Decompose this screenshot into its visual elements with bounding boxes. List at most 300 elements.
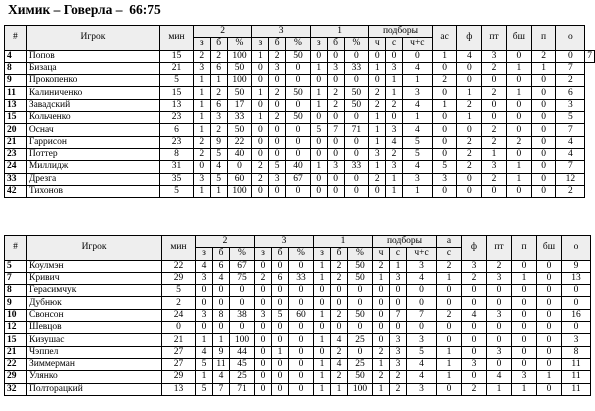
stat-cell: 0 <box>562 285 591 297</box>
stat-cell: 15 <box>160 87 194 99</box>
stat-cell: 2 <box>432 75 457 87</box>
col-player-header: Игрок <box>27 236 162 261</box>
stat-cell: 2 <box>331 260 348 272</box>
player-number: 12 <box>5 322 27 334</box>
player-number: 42 <box>5 185 27 197</box>
stat-cell: 50 <box>344 99 369 111</box>
stat-cell: 0 <box>457 75 482 87</box>
stat-cell: 0 <box>255 334 272 346</box>
table-row <box>5 185 595 197</box>
stat-cell: 0 <box>531 124 556 136</box>
stat-cell: 0 <box>289 334 314 346</box>
sub-header: б <box>327 38 344 50</box>
stat-cell: 5 <box>407 346 437 358</box>
stat-cell: 50 <box>286 112 311 124</box>
col-two-point-header: 2 <box>193 26 252 38</box>
stat-cell: 2 <box>210 124 227 136</box>
stat-cell: 1 <box>213 334 230 346</box>
stat-cell: 0 <box>462 297 487 309</box>
stat-cell: 1 <box>512 272 537 284</box>
stat-cell: 2 <box>269 87 286 99</box>
stat-cell: 0 <box>252 136 269 148</box>
stat-cell: 0 <box>432 62 457 74</box>
stat-cell: 0 <box>286 185 311 197</box>
stat-cell: 7 <box>327 124 344 136</box>
stat-cell: 33 <box>227 112 252 124</box>
stat-cell: 0 <box>344 136 369 148</box>
stat-cell: 0 <box>314 322 331 334</box>
sub-header: % <box>230 248 255 260</box>
stat-cell: 40 <box>227 148 252 160</box>
stat-cell: 0 <box>432 87 457 99</box>
stat-cell: 0 <box>272 334 289 346</box>
stat-cell: 2 <box>457 161 482 173</box>
stat-cell: 1 <box>193 99 210 111</box>
player-number: 15 <box>5 112 27 124</box>
stat-cell: 38 <box>230 309 255 321</box>
stat-cell: 0 <box>255 260 272 272</box>
sub-header: з <box>314 248 331 260</box>
stat-cell: 0 <box>227 161 252 173</box>
stat-cell: 6 <box>210 62 227 74</box>
stat-cell: 0 <box>230 297 255 309</box>
stat-cell: 0 <box>310 75 327 87</box>
stat-cell: 0 <box>562 297 591 309</box>
stat-cell: 4 <box>213 371 230 383</box>
stat-cell: 0 <box>331 285 348 297</box>
stat-cell: 100 <box>230 334 255 346</box>
stat-cell: 2 <box>373 346 390 358</box>
stat-cell: 13 <box>562 272 591 284</box>
stat-cell: 0 <box>327 173 344 185</box>
stat-cell: 0 <box>272 371 289 383</box>
stat-cell: 0 <box>386 112 403 124</box>
table-row <box>5 75 595 87</box>
table-row <box>5 297 591 309</box>
stat-cell: 1 <box>373 383 390 395</box>
stat-cell: 5 <box>402 148 432 160</box>
stat-cell: 6 <box>160 124 194 136</box>
stat-cell: 1 <box>373 358 390 370</box>
stat-cell: 0 <box>437 322 462 334</box>
stat-cell: 100 <box>227 185 252 197</box>
stat-cell: 0 <box>344 75 369 87</box>
stat-cell: 23 <box>160 112 194 124</box>
stat-cell: 6 <box>210 99 227 111</box>
stat-cell: 5 <box>272 309 289 321</box>
stat-cell: 2 <box>482 173 507 185</box>
stat-cell: 1 <box>506 62 531 74</box>
stat-cell: 1 <box>210 75 227 87</box>
stat-cell: 2 <box>373 371 390 383</box>
stat-cell: 0 <box>269 136 286 148</box>
stat-cell: 1 <box>386 185 403 197</box>
stat-cell: 0 <box>286 99 311 111</box>
stat-cell: 4 <box>487 371 512 383</box>
stat-cell: 0 <box>310 50 327 62</box>
stat-cell: 3 <box>556 99 585 111</box>
stat-cell: 0 <box>269 148 286 160</box>
stat-cell: 0 <box>531 185 556 197</box>
stat-cell: 1 <box>314 260 331 272</box>
stat-cell: 2 <box>556 185 585 197</box>
stat-cell: 0 <box>344 148 369 160</box>
stat-cell: 1 <box>193 185 210 197</box>
stat-cell: 50 <box>227 87 252 99</box>
table-row <box>5 99 595 111</box>
stat-cell: 3 <box>386 161 403 173</box>
table-row <box>5 148 595 160</box>
stat-cell: 0 <box>327 148 344 160</box>
stat-cell: 45 <box>230 358 255 370</box>
stat-cell: 0 <box>196 297 213 309</box>
player-number: 7 <box>5 272 27 284</box>
stat-cell: 35 <box>160 173 194 185</box>
player-name: Попов <box>26 50 159 62</box>
stat-cell: 2 <box>193 148 210 160</box>
table-row <box>5 161 595 173</box>
stat-cell: 0 <box>407 322 437 334</box>
stat-cell: 1 <box>373 272 390 284</box>
sub-header: % <box>344 38 369 50</box>
stat-cell: 3 <box>462 260 487 272</box>
stat-cell: 1 <box>369 124 386 136</box>
stat-cell: 3 <box>390 358 407 370</box>
stat-cell: 1 <box>537 371 562 383</box>
stat-cell: 3 <box>482 50 507 62</box>
sub-header: з <box>252 38 269 50</box>
stat-cell: 0 <box>531 148 556 160</box>
stat-cell: 2 <box>331 272 348 284</box>
stat-cell: 0 <box>457 62 482 74</box>
player-number: 13 <box>5 99 27 111</box>
stat-cell: 0 <box>432 185 457 197</box>
stat-cell: 0 <box>506 112 531 124</box>
stat-cell: 2 <box>210 87 227 99</box>
stat-cell: 0 <box>369 185 386 197</box>
stat-cell: 1 <box>331 383 348 395</box>
stat-cell: 0 <box>432 136 457 148</box>
sub-header: б <box>272 248 289 260</box>
stat-cell: 4 <box>213 272 230 284</box>
stat-cell: 2 <box>193 50 210 62</box>
table-row <box>5 371 591 383</box>
stat-cell: 2 <box>331 371 348 383</box>
stat-cell: 31 <box>160 161 194 173</box>
stat-cell: 5 <box>196 383 213 395</box>
stat-cell: 2 <box>369 99 386 111</box>
player-number: 4 <box>5 50 27 62</box>
col-turnovers-header: пт <box>482 26 507 51</box>
stat-cell: 2 <box>386 148 403 160</box>
stat-cell: 1 <box>314 334 331 346</box>
stat-cell: 2 <box>162 297 196 309</box>
stat-cell: 3 <box>390 334 407 346</box>
stat-cell: 0 <box>562 322 591 334</box>
stat-cell: 0 <box>482 75 507 87</box>
table-row <box>5 272 591 284</box>
stat-cell: 0 <box>344 173 369 185</box>
stat-cell: 5 <box>432 161 457 173</box>
player-number: 21 <box>5 346 27 358</box>
col-points-header: о <box>562 236 591 261</box>
stat-cell: 0 <box>462 334 487 346</box>
stat-cell: 0 <box>373 297 390 309</box>
stat-cell: 2 <box>457 148 482 160</box>
stat-cell: 0 <box>344 185 369 197</box>
stat-cell: 13 <box>162 383 196 395</box>
stat-cell: 4 <box>402 124 432 136</box>
stat-cell: 1 <box>437 346 462 358</box>
stat-cell: 0 <box>512 358 537 370</box>
stat-cell: 8 <box>213 309 230 321</box>
stat-cell: 33 <box>344 62 369 74</box>
stat-cell: 1 <box>310 161 327 173</box>
player-name: Полторацкий <box>27 383 162 395</box>
stat-cell: 1 <box>437 358 462 370</box>
stat-cell: 1 <box>193 112 210 124</box>
stat-cell: 0 <box>289 383 314 395</box>
stat-cell: 8 <box>160 148 194 160</box>
stat-cell: 0 <box>512 346 537 358</box>
player-number: 8 <box>5 285 27 297</box>
stat-cell: 2 <box>457 136 482 148</box>
stat-cell: 0 <box>310 173 327 185</box>
stat-cell: 3 <box>369 148 386 160</box>
stat-cell: 2 <box>373 260 390 272</box>
col-free-throw-header: 1 <box>314 236 373 248</box>
stat-cell: 1 <box>310 87 327 99</box>
stat-cell: 7 <box>407 309 437 321</box>
col-blocks-header: бш <box>506 26 531 51</box>
table-row <box>5 136 595 148</box>
stat-cell: 0 <box>556 50 585 62</box>
stat-cell: 0 <box>255 371 272 383</box>
stat-cell: 0 <box>289 346 314 358</box>
col-two-point-header: 2 <box>196 236 255 248</box>
stat-cell: 0 <box>373 309 390 321</box>
stat-cell: 0 <box>255 285 272 297</box>
stat-cell: 0 <box>537 260 562 272</box>
player-number: 5 <box>5 260 27 272</box>
stat-cell: 2 <box>255 272 272 284</box>
stat-cell: 0 <box>213 322 230 334</box>
table-row <box>5 124 595 136</box>
stat-cell: 3 <box>402 87 432 99</box>
stat-cell: 71 <box>344 124 369 136</box>
stat-cell: 4 <box>462 309 487 321</box>
stat-cell: 27 <box>162 346 196 358</box>
stat-cell: 2 <box>369 173 386 185</box>
stat-cell: 1 <box>314 309 331 321</box>
stat-cell: 22 <box>162 260 196 272</box>
sub-header: ч+с <box>402 38 432 50</box>
stat-cell: 1 <box>193 75 210 87</box>
stat-cell: 3 <box>255 309 272 321</box>
stat-cell: 11 <box>562 358 591 370</box>
stat-cell: 4 <box>457 50 482 62</box>
table-row <box>5 50 595 62</box>
stat-cell: 0 <box>213 297 230 309</box>
stat-cell: 0 <box>432 112 457 124</box>
stat-cell: 21 <box>160 62 194 74</box>
stat-cell: 3 <box>487 346 512 358</box>
stat-cell: 0 <box>457 185 482 197</box>
stat-cell: 3 <box>487 272 512 284</box>
player-name: Шевцов <box>27 322 162 334</box>
stat-cell: 60 <box>227 173 252 185</box>
stat-cell: 0 <box>344 112 369 124</box>
stat-cell: 1 <box>386 87 403 99</box>
stat-cell: 1 <box>390 260 407 272</box>
stat-cell: 0 <box>289 371 314 383</box>
stat-cell: 0 <box>327 50 344 62</box>
sub-header: б <box>331 248 348 260</box>
stat-cell: 0 <box>390 297 407 309</box>
stat-cell: 71 <box>230 383 255 395</box>
stat-cell: 0 <box>462 322 487 334</box>
player-name: Герасимчук <box>27 285 162 297</box>
stat-cell: 0 <box>272 358 289 370</box>
stat-cell: 2 <box>269 112 286 124</box>
stat-cell: 0 <box>432 148 457 160</box>
player-name: Бизаца <box>26 62 159 74</box>
sub-header: б <box>269 38 286 50</box>
stat-cell: 7 <box>556 124 585 136</box>
col-minutes-header: мин <box>162 236 196 261</box>
stat-cell: 2 <box>437 309 462 321</box>
stat-cell: 11 <box>562 383 591 395</box>
sub-header: з <box>193 38 210 50</box>
table-row <box>5 87 595 99</box>
stat-cell: 0 <box>255 322 272 334</box>
stat-cell: 0 <box>269 99 286 111</box>
stat-cell: 3 <box>386 62 403 74</box>
stat-cell: 0 <box>255 346 272 358</box>
stat-cell: 0 <box>193 161 210 173</box>
stat-cell: 4 <box>210 161 227 173</box>
stat-cell: 5 <box>210 148 227 160</box>
stat-cell: 2 <box>482 124 507 136</box>
player-name: Коулмэн <box>27 260 162 272</box>
stat-cell: 0 <box>462 285 487 297</box>
sub-header: з <box>255 248 272 260</box>
stat-cell: 9 <box>213 346 230 358</box>
stat-cell: 0 <box>310 112 327 124</box>
player-name: Тихонов <box>26 185 159 197</box>
stat-cell: 1 <box>531 62 556 74</box>
player-name: Свонсон <box>27 309 162 321</box>
table-row <box>5 309 591 321</box>
stat-cell: 0 <box>286 62 311 74</box>
col-rebounds-header: подборы <box>369 26 432 38</box>
stat-cell: 25 <box>230 371 255 383</box>
col-rebounds-header: подборы <box>373 236 437 248</box>
stat-cell: 1 <box>402 112 432 124</box>
stat-cell: 1 <box>402 75 432 87</box>
stat-cell: 0 <box>437 297 462 309</box>
stat-cell: 0 <box>531 87 556 99</box>
stat-cell: 21 <box>162 334 196 346</box>
stat-cell: 3 <box>462 358 487 370</box>
table-row <box>5 334 591 346</box>
player-number: 23 <box>5 148 27 160</box>
stat-cell: 50 <box>348 260 373 272</box>
table-row <box>5 358 591 370</box>
stat-cell: 0 <box>390 285 407 297</box>
stat-cell: 1 <box>506 173 531 185</box>
stat-cell: 0 <box>348 322 373 334</box>
col-turnovers-header: пт <box>487 236 512 261</box>
stat-cell: 0 <box>506 185 531 197</box>
stat-cell: 0 <box>196 322 213 334</box>
stat-cell: 0 <box>462 371 487 383</box>
stat-cell: 16 <box>562 309 591 321</box>
stat-cell: 0 <box>407 285 437 297</box>
table-row <box>5 322 591 334</box>
stat-cell: 1 <box>369 136 386 148</box>
player-name: Завадский <box>26 99 159 111</box>
stat-cell: 0 <box>537 285 562 297</box>
player-number: 8 <box>5 62 27 74</box>
stat-cell: 25 <box>348 358 373 370</box>
stat-cell: 0 <box>512 285 537 297</box>
sub-header: ч <box>373 248 390 260</box>
col-number-header: # <box>5 26 27 51</box>
col-free-throw-header: 1 <box>310 26 368 38</box>
stat-cell: 0 <box>512 309 537 321</box>
table-header-row <box>5 236 591 248</box>
stat-cell: 2 <box>369 87 386 99</box>
col-player-header: Игрок <box>26 26 159 51</box>
player-number: 24 <box>5 161 27 173</box>
page-title: Химик – Говерла – 66:75 <box>8 2 161 17</box>
stat-cell: 4 <box>331 334 348 346</box>
player-name: Калиниченко <box>26 87 159 99</box>
stat-cell: 1 <box>437 371 462 383</box>
stat-cell: 0 <box>506 99 531 111</box>
stat-cell: 1 <box>487 383 512 395</box>
stat-cell: 67 <box>230 260 255 272</box>
stat-cell: 40 <box>286 161 311 173</box>
stat-cell: 0 <box>537 309 562 321</box>
stat-cell: 0 <box>457 124 482 136</box>
stat-cell: 6 <box>556 87 585 99</box>
col-assists-header: ас <box>432 26 457 51</box>
stat-cell: 75 <box>230 272 255 284</box>
stat-cell: 0 <box>269 75 286 87</box>
stat-cell: 0 <box>344 50 369 62</box>
stat-cell: 0 <box>269 185 286 197</box>
stat-cell: 3 <box>482 161 507 173</box>
sub-header: з <box>196 248 213 260</box>
stat-cell: 0 <box>437 334 462 346</box>
stat-cell: 0 <box>286 75 311 87</box>
player-name: Зиммерман <box>27 358 162 370</box>
sub-header: б <box>213 248 230 260</box>
stat-cell: 0 <box>289 322 314 334</box>
player-name: Дубнюк <box>27 297 162 309</box>
col-three-point-header: 3 <box>255 236 314 248</box>
stat-cell: 0 <box>537 272 562 284</box>
stat-cell: 1 <box>432 99 457 111</box>
stat-cell: 29 <box>162 371 196 383</box>
stat-cell: 2 <box>506 136 531 148</box>
stat-cell: 0 <box>289 285 314 297</box>
stat-cell: 7 <box>213 383 230 395</box>
stat-cell: 0 <box>286 148 311 160</box>
sub-header: % <box>289 248 314 260</box>
